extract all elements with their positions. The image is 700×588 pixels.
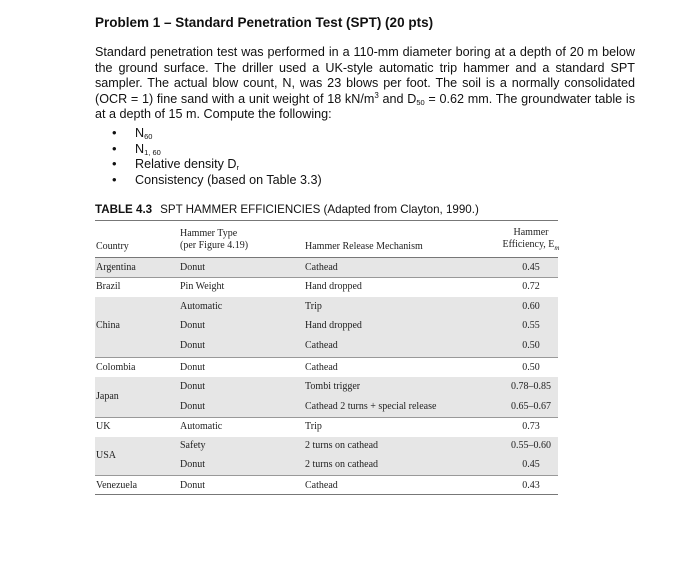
table-cell-type: Automatic: [180, 301, 223, 312]
table-label: TABLE 4.3: [95, 203, 153, 216]
table-cell-mechanism: Cathead: [305, 362, 338, 373]
table-cell-type: Donut: [180, 320, 205, 331]
d50-subscript: 50: [416, 97, 425, 107]
table-cell-type: Automatic: [180, 421, 223, 432]
table-cell-efficiency: 0.65–0.67: [511, 401, 551, 412]
task-item-consistency: [112, 172, 322, 188]
header-efficiency-line1: Hammer: [513, 227, 549, 238]
table-cell-type: Donut: [180, 480, 205, 491]
table-cell-type: Donut: [180, 401, 205, 412]
row-divider: [95, 417, 558, 418]
country-china: China: [96, 320, 120, 331]
row-divider: [95, 277, 558, 278]
header-hammer-type-line2: (per Figure 4.19): [180, 240, 249, 251]
table-bottom-rule: [95, 494, 558, 495]
header-release-mechanism: Hammer Release Mechanism: [305, 241, 423, 252]
table-cell-mechanism: Hand dropped: [305, 320, 362, 331]
problem-title: Problem 1 – Standard Penetration Test (SPT) (20 pts): [95, 15, 434, 30]
unit-exponent: 3: [374, 90, 379, 100]
task-item-text: Consistency (based on Table 3.3): [135, 172, 322, 187]
table-cell-efficiency: 0.50: [522, 362, 540, 373]
country-venezuela: Venezuela: [96, 480, 138, 491]
table-cell-mechanism: 2 turns on cathead: [305, 440, 379, 451]
task-item-text: N: [135, 141, 145, 156]
table-cell-type: Pin Weight: [180, 281, 225, 292]
table-cell-efficiency: 0.45: [522, 262, 540, 273]
table-cell-type: Donut: [180, 362, 205, 373]
table-cell-mechanism: Cathead: [305, 480, 338, 491]
row-divider: [95, 475, 558, 476]
problem-statement: [95, 45, 635, 123]
statement-text-2: and D: [378, 91, 417, 106]
task-item-text: Relative density D: [135, 157, 237, 172]
country-colombia: Colombia: [96, 362, 136, 373]
task-item-relative-density: [112, 156, 322, 172]
statement-text-3: = 0.62 mm. The groundwater table is at a depth of 15 m. Compute the following:: [95, 91, 635, 122]
table-cell-efficiency: 0.55–0.60: [511, 440, 551, 451]
table-cell-mechanism: Tombi trigger: [305, 381, 361, 392]
table-cell-mechanism: 2 turns on cathead: [305, 459, 379, 470]
table-cell-type: Donut: [180, 340, 205, 351]
task-item-n60: [112, 125, 322, 141]
table-cell-efficiency: 0.43: [522, 480, 540, 491]
country-brazil: Brazil: [96, 281, 121, 292]
task-item-text: N: [135, 126, 145, 140]
table-cell-type: Donut: [180, 262, 205, 273]
country-argentina: Argentina: [96, 262, 136, 273]
task-item-sub: r: [236, 163, 239, 173]
table-cell-type: Donut: [180, 381, 205, 392]
header-efficiency-text: Efficiency, E: [502, 239, 555, 250]
country-usa: USA: [96, 450, 117, 461]
table-cell-mechanism: Cathead: [305, 262, 338, 273]
table-cell-efficiency: 0.50: [522, 340, 540, 351]
table-top-rule: [95, 220, 558, 221]
header-country: Country: [96, 241, 129, 252]
table-title: SPT HAMMER EFFICIENCIES (Adapted from Clayton, 1990.): [160, 203, 479, 216]
table-cell-mechanism: Trip: [305, 301, 322, 312]
header-hammer-type-line1: Hammer Type: [180, 228, 238, 239]
country-japan: Japan: [96, 391, 119, 402]
country-uk: UK: [96, 421, 111, 432]
table-cell-mechanism: Cathead: [305, 340, 338, 351]
table-cell-efficiency: 0.55: [522, 320, 540, 331]
header-efficiency-line2: [486, 239, 576, 254]
table-cell-type: Donut: [180, 459, 205, 470]
table-cell-mechanism: Hand dropped: [305, 281, 362, 292]
table-cell-efficiency: 0.72: [522, 281, 540, 292]
task-item-n160: [112, 141, 322, 157]
table-cell-efficiency: 0.78–0.85: [511, 381, 551, 392]
statement-text-1: Standard penetration test was performed in a 110-mm diameter boring at a depth of 20 m below the ground surface. The driller used a UK-style automatic trip hammer and a standard SPT sampler. The actual blow count, N, was 23 blows per foot. The soil is a normally consolidated (OCR = 1) fine sand with a unit weight of 18 kN/m: [95, 45, 635, 106]
table-cell-type: Safety: [180, 440, 206, 451]
task-item-sub: 60: [144, 132, 153, 141]
table-caption: [95, 203, 479, 216]
row-divider: [95, 357, 558, 358]
header-hammer-type: [180, 228, 248, 252]
header-efficiency-sub: m: [554, 244, 560, 252]
table-cell-mechanism: Cathead 2 turns + special release: [305, 401, 437, 412]
table-cell-mechanism: Trip: [305, 421, 322, 432]
header-efficiency: [486, 227, 576, 254]
table-cell-efficiency: 0.60: [522, 301, 540, 312]
table-cell-efficiency: 0.73: [522, 421, 540, 432]
task-item-sub: 1, 60: [144, 147, 161, 157]
task-list: [112, 125, 322, 187]
table-cell-efficiency: 0.45: [522, 459, 540, 470]
